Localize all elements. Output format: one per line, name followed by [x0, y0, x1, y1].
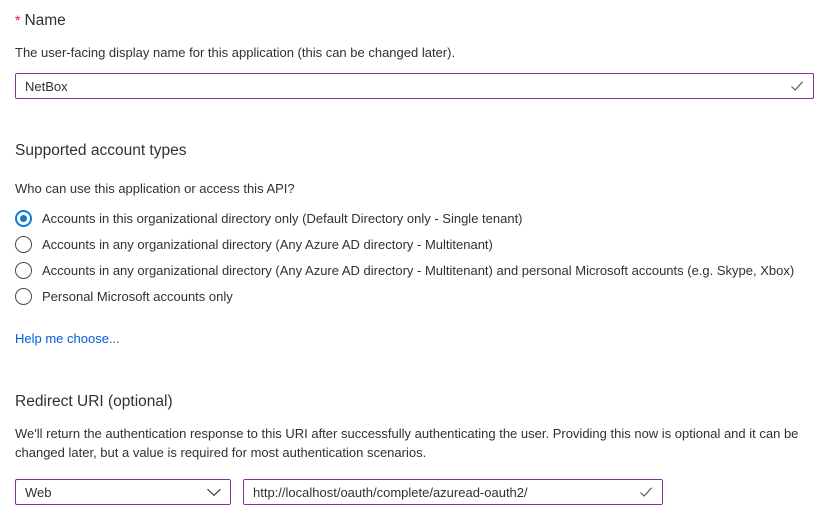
radio-unselected-icon: [15, 262, 32, 279]
radio-option-label: Accounts in any organizational directory (Any Azure AD directory - Multitenant) and personal Microsoft accounts (e.g. Skype, Xbox): [42, 262, 795, 278]
redirect-uri-description: We'll return the authentication response to this URI after successfully authenticating the user. Providing this now is optional and it can be changed later, but a value is required for most authentication scenarios.: [15, 426, 799, 460]
radio-option-label: Accounts in this organizational directory only (Default Directory only - Single tenant): [42, 210, 523, 226]
account-types-section-title: Supported account types: [15, 142, 187, 159]
platform-select-container: [15, 479, 231, 505]
radio-selected-icon: [15, 210, 32, 227]
radio-option-personal-only[interactable]: [15, 283, 814, 309]
account-types-radio-group: [15, 205, 814, 309]
redirect-uri-input-container: [243, 479, 663, 505]
radio-option-label: Accounts in any organizational directory (Any Azure AD directory - Multitenant): [42, 236, 493, 252]
required-asterisk: *: [15, 12, 21, 28]
platform-select[interactable]: [15, 479, 231, 505]
redirect-uri-section-title: Redirect URI (optional): [15, 393, 173, 410]
redirect-uri-input[interactable]: [243, 479, 663, 505]
radio-unselected-icon: [15, 288, 32, 305]
radio-option-single-tenant[interactable]: [15, 205, 814, 231]
name-input[interactable]: [15, 73, 814, 99]
radio-option-multitenant-personal[interactable]: [15, 257, 814, 283]
name-section-title: [15, 0, 814, 30]
name-title-text: Name: [24, 12, 66, 29]
name-description: The user-facing display name for this application (this can be changed later).: [15, 45, 456, 60]
radio-option-multitenant[interactable]: [15, 231, 814, 257]
account-types-question: Who can use this application or access this API?: [15, 181, 295, 196]
help-me-choose-link[interactable]: Help me choose...: [15, 331, 120, 346]
radio-unselected-icon: [15, 236, 32, 253]
radio-option-label: Personal Microsoft accounts only: [42, 288, 233, 304]
redirect-uri-row: [15, 479, 814, 505]
name-input-container: [15, 73, 814, 99]
